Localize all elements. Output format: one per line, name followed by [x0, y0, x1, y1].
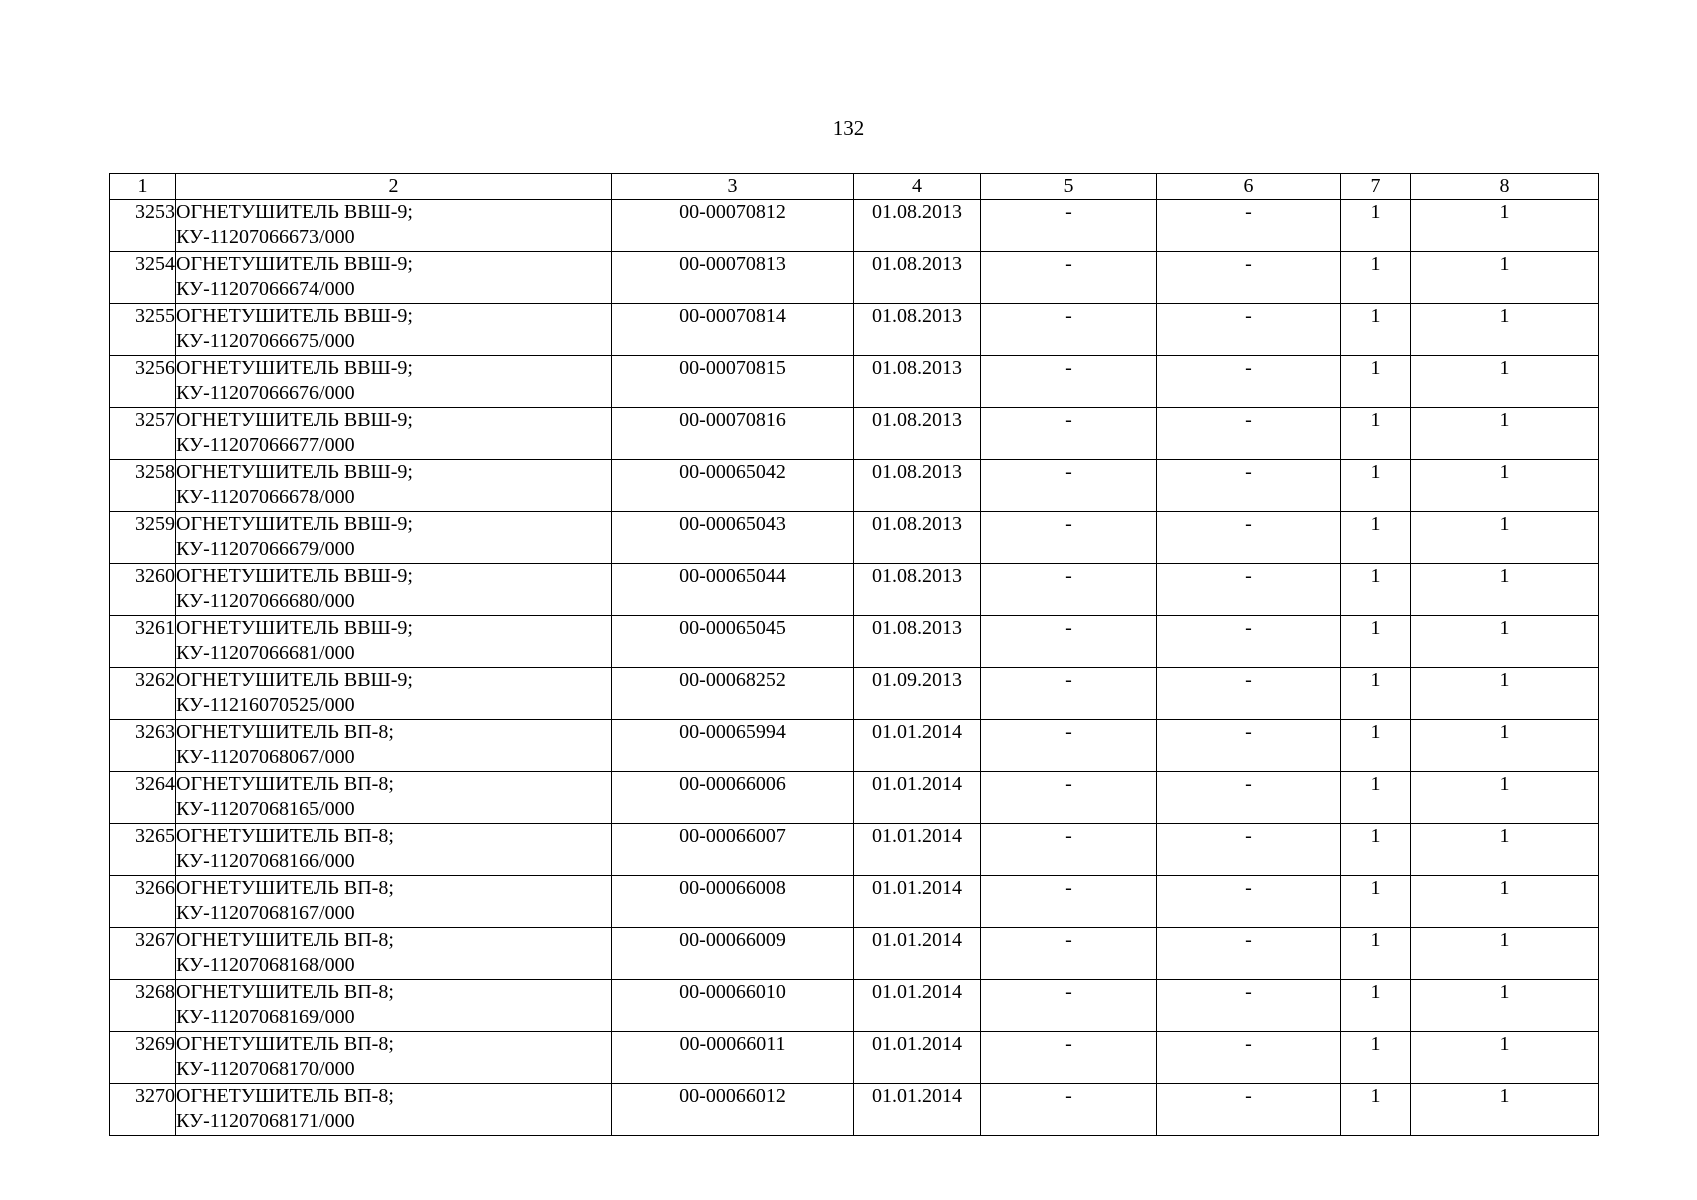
column-7-cell: 1: [1341, 824, 1411, 876]
date-cell: 01.08.2013: [854, 356, 981, 408]
item-name: ОГНЕТУШИТЕЛЬ ВП-8;: [176, 1085, 394, 1107]
column-number-row: [110, 174, 1599, 200]
column-8-cell: 1: [1411, 1032, 1599, 1084]
inventory-number-cell: 00-00066008: [612, 876, 854, 928]
item-name-cell: [176, 252, 612, 304]
date-cell: 01.01.2014: [854, 824, 981, 876]
item-name: ОГНЕТУШИТЕЛЬ ВВШ-9;: [176, 461, 413, 483]
column-5-cell: -: [981, 356, 1157, 408]
table-row: [110, 616, 1599, 668]
inventory-number-cell: 00-00066010: [612, 980, 854, 1032]
column-8-cell: 1: [1411, 1084, 1599, 1136]
item-code: КУ-11207068169/000: [176, 1006, 355, 1028]
item-name-cell: [176, 304, 612, 356]
column-6-cell: -: [1157, 356, 1341, 408]
table-row: [110, 928, 1599, 980]
column-header: 5: [981, 174, 1157, 200]
column-8-cell: 1: [1411, 980, 1599, 1032]
inventory-number-cell: 00-00070812: [612, 200, 854, 252]
column-7-cell: 1: [1341, 720, 1411, 772]
column-header: 4: [854, 174, 981, 200]
item-name-cell: [176, 928, 612, 980]
column-5-cell: -: [981, 720, 1157, 772]
table-row: [110, 460, 1599, 512]
item-code: КУ-11207066680/000: [176, 590, 355, 612]
inventory-number-cell: 00-00070814: [612, 304, 854, 356]
inventory-number-cell: 00-00065043: [612, 512, 854, 564]
item-code: КУ-11207066676/000: [176, 382, 355, 404]
row-number-cell: 3263: [110, 720, 176, 772]
row-number-cell: 3265: [110, 824, 176, 876]
item-code: КУ-11207066673/000: [176, 226, 355, 248]
column-5-cell: -: [981, 616, 1157, 668]
column-7-cell: 1: [1341, 772, 1411, 824]
column-5-cell: -: [981, 1032, 1157, 1084]
inventory-number-cell: 00-00070815: [612, 356, 854, 408]
column-5-cell: -: [981, 200, 1157, 252]
row-number-cell: 3260: [110, 564, 176, 616]
column-8-cell: 1: [1411, 772, 1599, 824]
item-name-cell: [176, 876, 612, 928]
date-cell: 01.01.2014: [854, 1084, 981, 1136]
inventory-number-cell: 00-00065044: [612, 564, 854, 616]
table-row: [110, 824, 1599, 876]
column-6-cell: -: [1157, 772, 1341, 824]
table-row: [110, 668, 1599, 720]
column-8-cell: 1: [1411, 720, 1599, 772]
column-6-cell: -: [1157, 512, 1341, 564]
item-name-cell: [176, 1084, 612, 1136]
table-row: [110, 1084, 1599, 1136]
date-cell: 01.08.2013: [854, 252, 981, 304]
column-5-cell: -: [981, 564, 1157, 616]
item-code: КУ-11207068166/000: [176, 850, 355, 872]
column-6-cell: -: [1157, 668, 1341, 720]
date-cell: 01.01.2014: [854, 928, 981, 980]
item-name: ОГНЕТУШИТЕЛЬ ВВШ-9;: [176, 409, 413, 431]
inventory-number-cell: 00-00066007: [612, 824, 854, 876]
inventory-number-cell: 00-00066006: [612, 772, 854, 824]
column-5-cell: -: [981, 668, 1157, 720]
item-code: КУ-11207066678/000: [176, 486, 355, 508]
date-cell: 01.01.2014: [854, 1032, 981, 1084]
item-name: ОГНЕТУШИТЕЛЬ ВВШ-9;: [176, 669, 413, 691]
row-number-cell: 3264: [110, 772, 176, 824]
item-code: КУ-11207066675/000: [176, 330, 355, 352]
inventory-number-cell: 00-00070813: [612, 252, 854, 304]
item-code: КУ-11207068168/000: [176, 954, 355, 976]
item-code: КУ-11207068167/000: [176, 902, 355, 924]
table-row: [110, 772, 1599, 824]
column-5-cell: -: [981, 512, 1157, 564]
column-5-cell: -: [981, 1084, 1157, 1136]
column-6-cell: -: [1157, 980, 1341, 1032]
item-code: КУ-11207066681/000: [176, 642, 355, 664]
item-code: КУ-11207068165/000: [176, 798, 355, 820]
column-8-cell: 1: [1411, 408, 1599, 460]
item-code: КУ-11207068170/000: [176, 1058, 355, 1080]
item-name: ОГНЕТУШИТЕЛЬ ВП-8;: [176, 1033, 394, 1055]
date-cell: 01.08.2013: [854, 512, 981, 564]
column-7-cell: 1: [1341, 408, 1411, 460]
date-cell: 01.08.2013: [854, 304, 981, 356]
inventory-number-cell: 00-00070816: [612, 408, 854, 460]
item-name: ОГНЕТУШИТЕЛЬ ВВШ-9;: [176, 565, 413, 587]
item-name-cell: [176, 824, 612, 876]
column-7-cell: 1: [1341, 460, 1411, 512]
column-header: 7: [1341, 174, 1411, 200]
inventory-number-cell: 00-00068252: [612, 668, 854, 720]
item-code: КУ-11216070525/000: [176, 694, 355, 716]
column-header: 8: [1411, 174, 1599, 200]
column-8-cell: 1: [1411, 356, 1599, 408]
table-row: [110, 564, 1599, 616]
item-name-cell: [176, 668, 612, 720]
item-name-cell: [176, 408, 612, 460]
row-number-cell: 3270: [110, 1084, 176, 1136]
item-name-cell: [176, 512, 612, 564]
column-7-cell: 1: [1341, 876, 1411, 928]
item-name-cell: [176, 460, 612, 512]
date-cell: 01.01.2014: [854, 980, 981, 1032]
item-name: ОГНЕТУШИТЕЛЬ ВВШ-9;: [176, 201, 413, 223]
column-7-cell: 1: [1341, 928, 1411, 980]
column-6-cell: -: [1157, 304, 1341, 356]
item-name: ОГНЕТУШИТЕЛЬ ВП-8;: [176, 877, 394, 899]
table-row: [110, 1032, 1599, 1084]
table-row: [110, 252, 1599, 304]
item-code: КУ-11207066677/000: [176, 434, 355, 456]
item-name: ОГНЕТУШИТЕЛЬ ВП-8;: [176, 721, 394, 743]
inventory-number-cell: 00-00066009: [612, 928, 854, 980]
column-6-cell: -: [1157, 200, 1341, 252]
column-7-cell: 1: [1341, 252, 1411, 304]
row-number-cell: 3255: [110, 304, 176, 356]
column-6-cell: -: [1157, 824, 1341, 876]
item-name: ОГНЕТУШИТЕЛЬ ВВШ-9;: [176, 617, 413, 639]
column-5-cell: -: [981, 252, 1157, 304]
column-6-cell: -: [1157, 1032, 1341, 1084]
column-5-cell: -: [981, 980, 1157, 1032]
column-6-cell: -: [1157, 252, 1341, 304]
item-name-cell: [176, 616, 612, 668]
item-name: ОГНЕТУШИТЕЛЬ ВВШ-9;: [176, 305, 413, 327]
column-8-cell: 1: [1411, 200, 1599, 252]
column-7-cell: 1: [1341, 1032, 1411, 1084]
column-5-cell: -: [981, 304, 1157, 356]
column-5-cell: -: [981, 772, 1157, 824]
column-5-cell: -: [981, 928, 1157, 980]
table-row: [110, 876, 1599, 928]
table-row: [110, 408, 1599, 460]
page-number: 132: [832, 116, 865, 140]
row-number-cell: 3256: [110, 356, 176, 408]
column-7-cell: 1: [1341, 356, 1411, 408]
column-8-cell: 1: [1411, 616, 1599, 668]
item-name: ОГНЕТУШИТЕЛЬ ВП-8;: [176, 981, 394, 1003]
column-6-cell: -: [1157, 720, 1341, 772]
inventory-number-cell: 00-00065994: [612, 720, 854, 772]
column-6-cell: -: [1157, 460, 1341, 512]
item-name: ОГНЕТУШИТЕЛЬ ВВШ-9;: [176, 253, 413, 275]
column-5-cell: -: [981, 876, 1157, 928]
column-6-cell: -: [1157, 876, 1341, 928]
column-8-cell: 1: [1411, 512, 1599, 564]
column-7-cell: 1: [1341, 616, 1411, 668]
item-code: КУ-11207068171/000: [176, 1110, 355, 1132]
column-header: 6: [1157, 174, 1341, 200]
date-cell: 01.01.2014: [854, 720, 981, 772]
table-row: [110, 200, 1599, 252]
row-number-cell: 3267: [110, 928, 176, 980]
date-cell: 01.08.2013: [854, 408, 981, 460]
row-number-cell: 3254: [110, 252, 176, 304]
row-number-cell: 3257: [110, 408, 176, 460]
column-7-cell: 1: [1341, 304, 1411, 356]
column-6-cell: -: [1157, 1084, 1341, 1136]
row-number-cell: 3262: [110, 668, 176, 720]
inventory-number-cell: 00-00066011: [612, 1032, 854, 1084]
column-5-cell: -: [981, 460, 1157, 512]
column-header: 2: [176, 174, 612, 200]
item-code: КУ-11207068067/000: [176, 746, 355, 768]
column-8-cell: 1: [1411, 564, 1599, 616]
column-6-cell: -: [1157, 408, 1341, 460]
item-code: КУ-11207066674/000: [176, 278, 355, 300]
column-8-cell: 1: [1411, 668, 1599, 720]
table-header: [110, 174, 1599, 200]
column-7-cell: 1: [1341, 980, 1411, 1032]
column-7-cell: 1: [1341, 668, 1411, 720]
item-name-cell: [176, 356, 612, 408]
date-cell: 01.08.2013: [854, 616, 981, 668]
inventory-number-cell: 00-00065042: [612, 460, 854, 512]
item-name-cell: [176, 720, 612, 772]
item-name: ОГНЕТУШИТЕЛЬ ВВШ-9;: [176, 357, 413, 379]
table-row: [110, 512, 1599, 564]
date-cell: 01.08.2013: [854, 564, 981, 616]
row-number-cell: 3269: [110, 1032, 176, 1084]
row-number-cell: 3258: [110, 460, 176, 512]
item-name: ОГНЕТУШИТЕЛЬ ВП-8;: [176, 929, 394, 951]
item-name-cell: [176, 200, 612, 252]
column-8-cell: 1: [1411, 460, 1599, 512]
item-name: ОГНЕТУШИТЕЛЬ ВП-8;: [176, 773, 394, 795]
date-cell: 01.09.2013: [854, 668, 981, 720]
column-7-cell: 1: [1341, 564, 1411, 616]
table-body: [110, 200, 1599, 1136]
property-register-table: [109, 173, 1599, 1136]
row-number-cell: 3259: [110, 512, 176, 564]
column-7-cell: 1: [1341, 1084, 1411, 1136]
column-8-cell: 1: [1411, 876, 1599, 928]
column-8-cell: 1: [1411, 304, 1599, 356]
table-row: [110, 356, 1599, 408]
column-8-cell: 1: [1411, 824, 1599, 876]
column-6-cell: -: [1157, 616, 1341, 668]
inventory-number-cell: 00-00065045: [612, 616, 854, 668]
table-row: [110, 304, 1599, 356]
row-number-cell: 3266: [110, 876, 176, 928]
column-7-cell: 1: [1341, 512, 1411, 564]
item-name: ОГНЕТУШИТЕЛЬ ВП-8;: [176, 825, 394, 847]
table-row: [110, 720, 1599, 772]
column-8-cell: 1: [1411, 252, 1599, 304]
column-header: 3: [612, 174, 854, 200]
inventory-number-cell: 00-00066012: [612, 1084, 854, 1136]
item-name-cell: [176, 772, 612, 824]
table-row: [110, 980, 1599, 1032]
column-7-cell: 1: [1341, 200, 1411, 252]
date-cell: 01.01.2014: [854, 772, 981, 824]
date-cell: 01.08.2013: [854, 460, 981, 512]
row-number-cell: 3268: [110, 980, 176, 1032]
date-cell: 01.01.2014: [854, 876, 981, 928]
column-5-cell: -: [981, 824, 1157, 876]
item-name-cell: [176, 1032, 612, 1084]
row-number-cell: 3261: [110, 616, 176, 668]
item-name-cell: [176, 564, 612, 616]
row-number-cell: 3253: [110, 200, 176, 252]
column-6-cell: -: [1157, 564, 1341, 616]
column-6-cell: -: [1157, 928, 1341, 980]
column-8-cell: 1: [1411, 928, 1599, 980]
column-5-cell: -: [981, 408, 1157, 460]
item-name-cell: [176, 980, 612, 1032]
item-name: ОГНЕТУШИТЕЛЬ ВВШ-9;: [176, 513, 413, 535]
column-header: 1: [110, 174, 176, 200]
date-cell: 01.08.2013: [854, 200, 981, 252]
item-code: КУ-11207066679/000: [176, 538, 355, 560]
